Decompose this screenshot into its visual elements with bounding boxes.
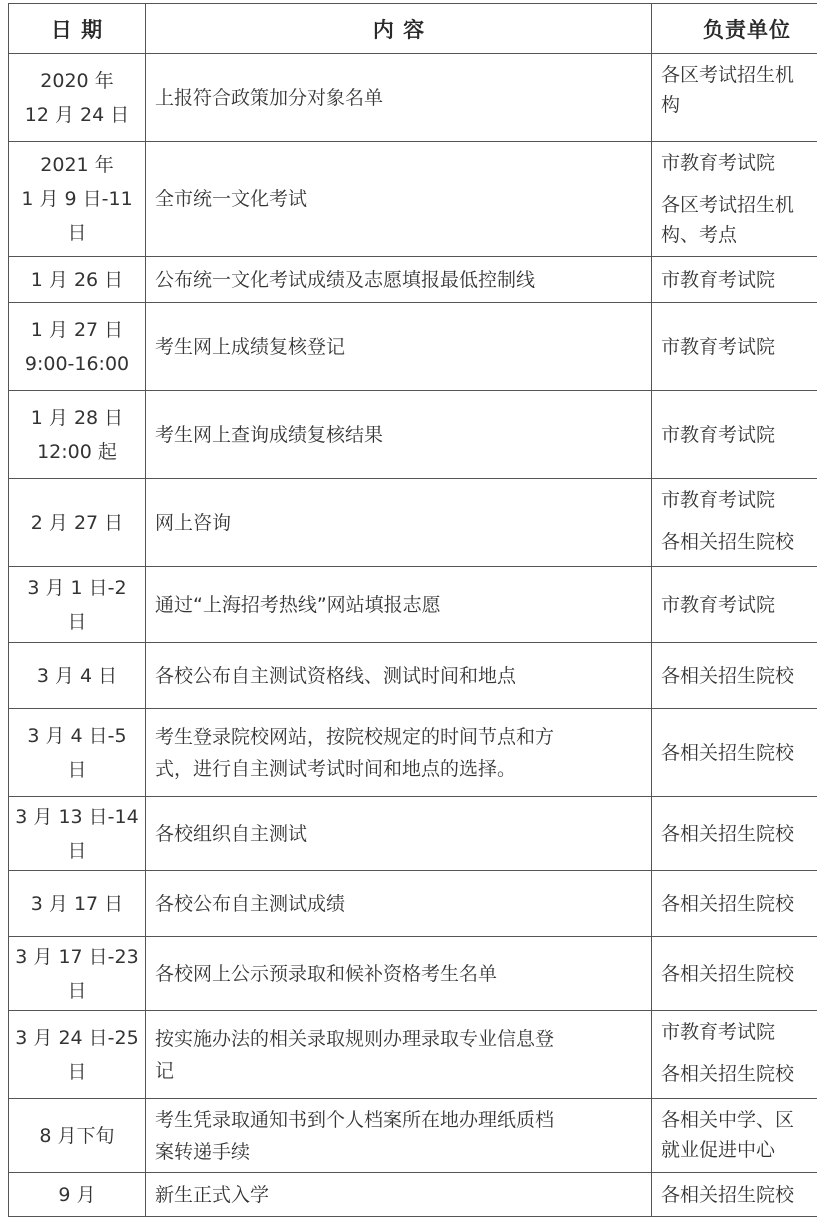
- content-line: 网上咨询: [155, 511, 232, 534]
- date-line: 12:00 起: [37, 440, 117, 463]
- content-line: 各校公布自主测试资格线、测试时间和地点: [155, 664, 517, 687]
- unit-line: 市教育考试院: [661, 335, 776, 358]
- table-row: [9, 643, 817, 709]
- date-cell: [9, 643, 146, 709]
- date-line: 3 月 1 日-2: [27, 576, 127, 599]
- date-line: 日: [67, 610, 87, 633]
- content-cell: [146, 391, 652, 479]
- table-row: [9, 797, 817, 871]
- content-cell: [146, 1173, 652, 1217]
- unit-cell: [652, 797, 817, 871]
- content-line: 公布统一文化考试成绩及志愿填报最低控制线: [155, 268, 536, 291]
- content-cell: [146, 1099, 652, 1173]
- table-row: [9, 391, 817, 479]
- table-row: [9, 1011, 817, 1099]
- date-line: 3 月 17 日-23: [15, 945, 139, 968]
- content-cell: [146, 142, 652, 257]
- table-row: [9, 303, 817, 391]
- date-line: 3 月 17 日: [30, 892, 124, 915]
- table-row: [9, 257, 817, 303]
- content-line: 通过“上海招考热线”网站填报志愿: [155, 593, 441, 616]
- date-cell: [9, 391, 146, 479]
- date-line: 日: [67, 979, 87, 1002]
- unit-cell: [652, 142, 817, 257]
- content-cell: [146, 643, 652, 709]
- date-line: 3 月 4 日: [36, 664, 118, 687]
- unit-line: 构、考点: [661, 224, 738, 246]
- content-line: 各校组织自主测试: [155, 822, 308, 845]
- content-cell: [146, 1011, 652, 1099]
- date-cell: [9, 1173, 146, 1217]
- date-cell: [9, 142, 146, 257]
- unit-line: 市教育考试院: [661, 1021, 776, 1043]
- content-cell: [146, 709, 652, 797]
- unit-line: 构: [661, 94, 681, 116]
- unit-cell: [652, 1173, 817, 1217]
- content-line: 考生网上成绩复核登记: [155, 335, 346, 358]
- unit-cell: [652, 643, 817, 709]
- unit-cell: [652, 303, 817, 391]
- content-cell: [146, 567, 652, 643]
- table-row: [9, 937, 817, 1011]
- content-line: 考生登录院校网站，按院校规定的时间节点和方: [155, 725, 555, 748]
- date-cell: [9, 937, 146, 1011]
- date-line: 9 月: [58, 1183, 96, 1206]
- content-cell: [146, 303, 652, 391]
- unit-line: 各相关招生院校: [661, 1183, 795, 1206]
- content-line: 考生网上查询成绩复核结果: [155, 423, 384, 446]
- content-cell: [146, 54, 652, 142]
- date-line: 3 月 13 日-14: [15, 805, 139, 828]
- unit-cell: [652, 257, 817, 303]
- content-line: 新生正式入学: [155, 1183, 270, 1206]
- content-line: 考生凭录取通知书到个人档案所在地办理纸质档: [155, 1108, 555, 1131]
- unit-line: 市教育考试院: [661, 423, 776, 446]
- date-line: 日: [67, 839, 87, 862]
- unit-cell: [652, 871, 817, 937]
- unit-cell: [652, 937, 817, 1011]
- date-line: 3 月 24 日-25: [15, 1026, 139, 1049]
- unit-line: 各相关招生院校: [661, 741, 795, 764]
- date-cell: [9, 303, 146, 391]
- table-row: [9, 567, 817, 643]
- unit-line: 各相关招生院校: [661, 1063, 795, 1085]
- date-line: 1 月 27 日: [30, 318, 124, 341]
- unit-line: 就业促进中心: [661, 1139, 776, 1161]
- unit-line: 各相关招生院校: [661, 664, 795, 687]
- content-cell: [146, 797, 652, 871]
- schedule-body: [9, 54, 817, 1217]
- unit-cell: [652, 479, 817, 567]
- date-cell: [9, 709, 146, 797]
- date-cell: [9, 1099, 146, 1173]
- date-line: 2 月 27 日: [30, 511, 124, 534]
- date-line: 9:00-16:00: [24, 352, 130, 375]
- date-line: 日: [67, 222, 87, 244]
- date-cell: [9, 871, 146, 937]
- date-line: 1 月 9 日-11: [21, 188, 133, 210]
- unit-line: 各相关招生院校: [661, 822, 795, 845]
- unit-line: 市教育考试院: [661, 268, 776, 291]
- content-line: 按实施办法的相关录取规则办理录取专业信息登: [155, 1027, 555, 1050]
- table-row: [9, 1099, 817, 1173]
- date-line: 日: [67, 1060, 87, 1083]
- content-line: 记: [155, 1059, 175, 1082]
- header-unit: 负责单位: [652, 4, 817, 54]
- unit-cell: [652, 391, 817, 479]
- header-content: 内 容: [146, 4, 652, 54]
- content-line: 各校网上公示预录取和候补资格考生名单: [155, 962, 498, 985]
- unit-cell: [652, 1099, 817, 1173]
- unit-line: 市教育考试院: [661, 593, 776, 616]
- date-cell: [9, 479, 146, 567]
- table-row: [9, 142, 817, 257]
- unit-line: 各相关招生院校: [661, 962, 795, 985]
- unit-line: 各区考试招生机: [661, 194, 795, 216]
- date-cell: [9, 567, 146, 643]
- table-row: [9, 871, 817, 937]
- unit-line: 各相关招生院校: [661, 892, 795, 915]
- unit-line: 市教育考试院: [661, 152, 776, 174]
- content-cell: [146, 479, 652, 567]
- date-cell: [9, 1011, 146, 1099]
- date-cell: [9, 257, 146, 303]
- unit-cell: [652, 54, 817, 142]
- date-cell: [9, 54, 146, 142]
- table-row: [9, 54, 817, 142]
- header-date: 日 期: [9, 4, 146, 54]
- header-row: [9, 4, 817, 54]
- content-cell: [146, 257, 652, 303]
- content-cell: [146, 871, 652, 937]
- content-line: 案转递手续: [155, 1140, 251, 1163]
- unit-line: 市教育考试院: [661, 489, 776, 511]
- content-line: 全市统一文化考试: [155, 188, 308, 210]
- table-row: [9, 479, 817, 567]
- date-cell: [9, 797, 146, 871]
- content-line: 式，进行自主测试考试时间和地点的选择。: [155, 757, 517, 780]
- date-line: 2020 年: [40, 69, 114, 92]
- date-line: 3 月 4 日-5: [27, 724, 127, 747]
- table-row: [9, 1173, 817, 1217]
- content-line: 上报符合政策加分对象名单: [155, 86, 384, 109]
- unit-line: 各区考试招生机: [661, 64, 795, 86]
- date-line: 2021 年: [40, 154, 114, 176]
- schedule-table: [8, 3, 817, 1217]
- date-line: 1 月 28 日: [30, 406, 124, 429]
- unit-line: 各相关中学、区: [661, 1109, 795, 1131]
- table-row: [9, 709, 817, 797]
- date-line: 1 月 26 日: [30, 268, 124, 291]
- unit-cell: [652, 567, 817, 643]
- content-cell: [146, 937, 652, 1011]
- date-line: 12 月 24 日: [24, 103, 130, 126]
- unit-cell: [652, 709, 817, 797]
- content-line: 各校公布自主测试成绩: [155, 892, 346, 915]
- date-line: 日: [67, 758, 87, 781]
- unit-cell: [652, 1011, 817, 1099]
- date-line: 8 月下旬: [39, 1124, 115, 1147]
- unit-line: 各相关招生院校: [661, 531, 795, 553]
